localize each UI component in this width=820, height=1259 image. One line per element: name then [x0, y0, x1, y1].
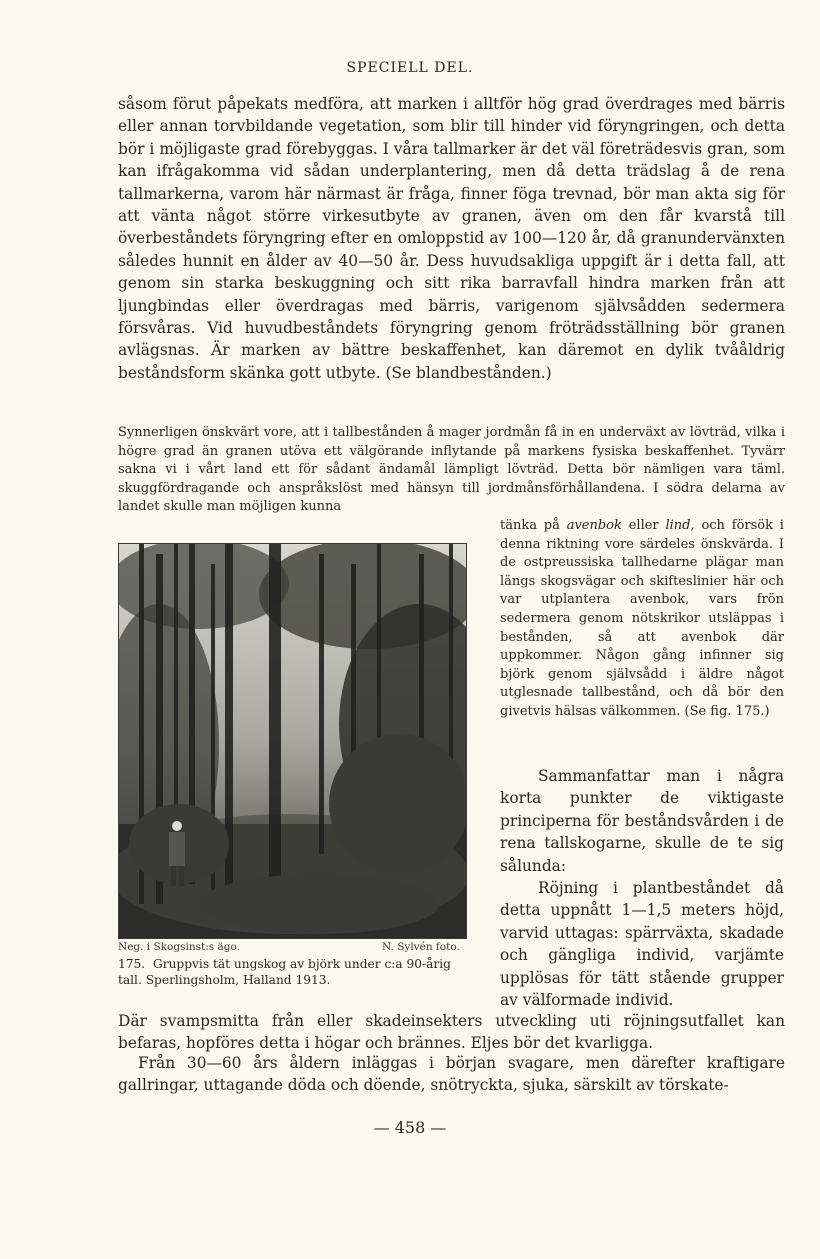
small-print-tanka: tänka på: [500, 518, 560, 533]
figure-caption: [118, 956, 468, 988]
summary-column: [500, 765, 784, 1011]
rojning-paragraph: Röjning i plantbeståndet då detta uppnått 1—1,5 meters höjd, varvid uttagas: spärrväxta, skadade och gängliga individ, varjämte upplösas för tätt stående grupper av välformade individ.: [500, 879, 784, 1010]
term-lind: lind,: [665, 518, 695, 533]
photo-credit-right: N. Sylvén foto.: [382, 941, 460, 953]
forest-photograph: [118, 543, 467, 939]
small-print-rest: och försök i denna riktning vore särdeles önskvärda. I de ostpreussiska tallhedarne plägar man längs skogsvägar och skifteslinier här och var utplantera avenbok, vars frön sedermera genom nötskrikor utsläppas i bestånden, så att avenbok där uppkommer. Någon gång infinner sig björk genom självsådd i äldre något utglesnade tallbestånd, och då bör den givetvis hälsas välkommen. (Se fig. 175.): [500, 518, 784, 719]
term-avenbok: avenbok: [566, 518, 622, 533]
photo-credit-left: Neg. i Skogsinst:s ägo.: [118, 941, 240, 953]
small-print-eller: eller: [628, 518, 659, 533]
paragraph-gallring: Från 30—60 års åldern inläggas i början svagare, men därefter kraftigare gallringar, uttagande döda och döende, snötryckta, sjuka, särskilt av törskate-: [118, 1054, 785, 1095]
figure-caption-text: Gruppvis tät ungskog av björk under c:a 90-årig tall. Sperlingsholm, Halland 1913.: [118, 957, 451, 987]
paragraph-underplanting: såsom förut påpekats medföra, att marken i alltför hög grad överdrages med bärris eller annan torvbildande vegetation, som blir till hinder vid föryngringen, och detta bör i möjligaste grad förebyggas. I våra tallmarker är det väl företrädesvis gran, som kan ifrågakomma vid sådan underplantering, men då detta trädslag å de rena tallmarkerna, varom här närmast är fråga, finner föga trevnad, bör man akta sig för att vänta något större virkesutbyte av granen, även om den får kvarstå till överbeståndets föryngring efter en omloppstid av 100—120 år, då granundervänxten således hunnit en ålder av 40—50 år. Dess huvudsakliga uppgift är i detta fall, att genom sin starka beskuggning och sitt rika barravfall hindra marken från att ljungbindas eller överdragas med bärris, varigenom självsådden sedermera försvåras. Vid huvudbeståndets föryngring genom fröträdsställning bör granen avlägsnas. Är marken av bättre beskaffenhet, kan däremot en dylik tvååldrig beståndsform skänka gott utbyte. (Se blandbestånden.): [118, 95, 785, 382]
summary-paragraph: Sammanfattar man i några korta punkter de viktigaste principerna för beståndsvården i de rena tallskogarne, skulle de te sig sålunda:: [500, 767, 784, 875]
running-header: SPECIELL DEL.: [346, 60, 474, 76]
pine-forest-image: [119, 544, 466, 938]
page-number: — 458 —: [373, 1118, 447, 1137]
figure-number: 175.: [118, 957, 146, 971]
small-print-continued: [500, 517, 784, 722]
small-print-note: [118, 424, 785, 517]
small-print-text: Synnerligen önskvärt vore, att i tallbestånden å mager jordmån få in en underväxt av lövträd, vilka i högre grad än granen utöva ett välgörande inflytande på markens fysiska beskaffenhet. Tyvärr sakna vi i vårt land ett för sådant ändamål lämpligt lövträd. Detta bör nämligen vara täml. skuggfördragande och anspråkslöst med hänsyn till jordmånsförhållandena. I södra delarna av landet skulle man möjligen kunna: [118, 425, 785, 515]
paragraph-svampsmitta: Där svampsmitta från eller skadeinsekters utveckling uti röjningsutfallet kan befaras, hopföres detta i högar och brännes. Eljes bör det kvarligga.: [118, 1012, 785, 1053]
